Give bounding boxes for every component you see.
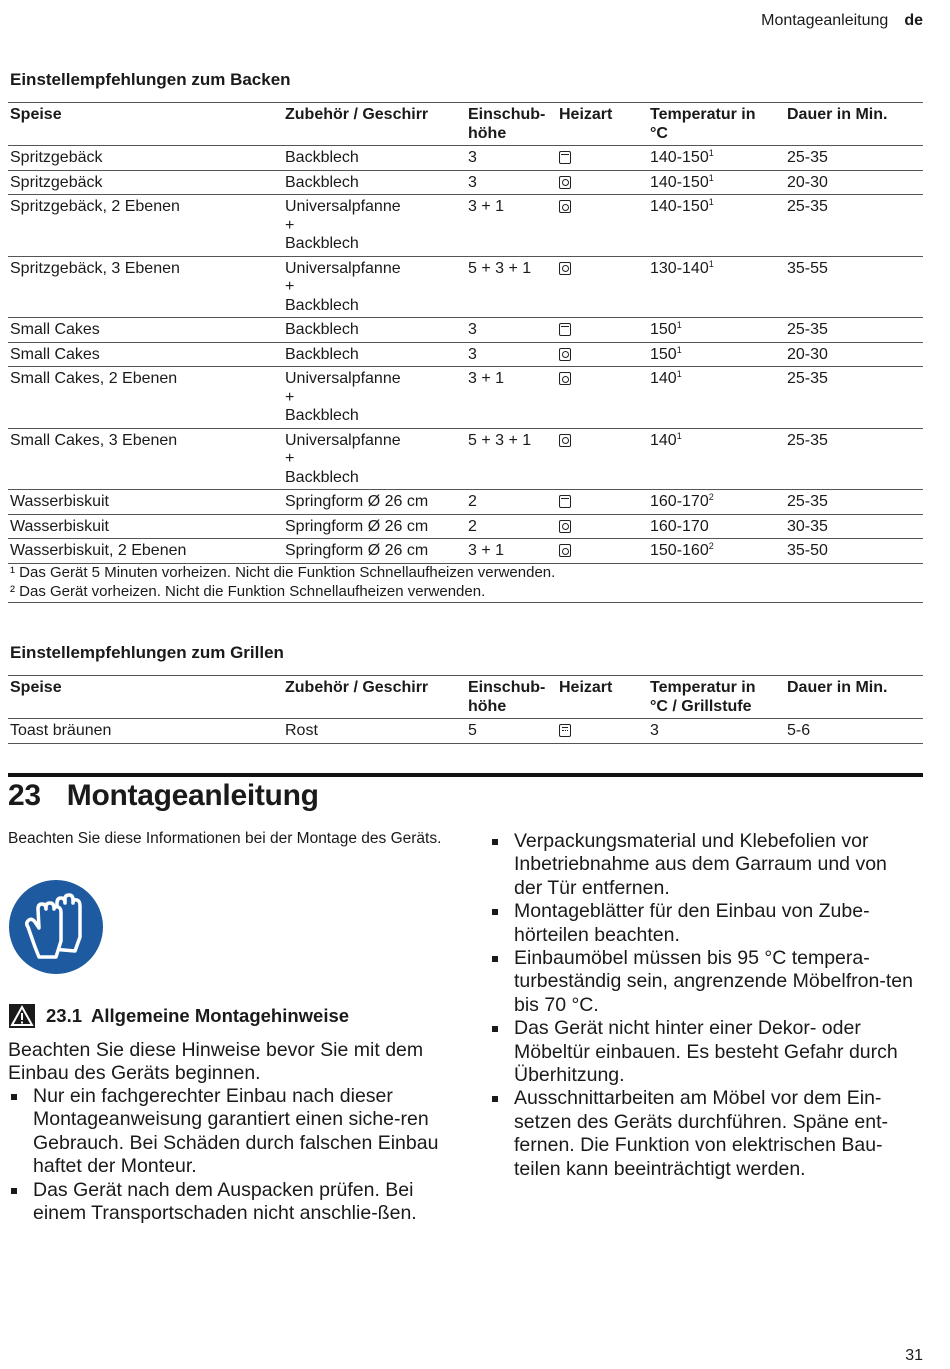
table-row (8, 428, 923, 490)
cell-temperature: $150^1$ (650, 344, 682, 363)
cell-level: 2 (468, 517, 477, 535)
footnote-ref: 1 (708, 197, 714, 207)
hot-air-icon (559, 348, 571, 361)
chapter-intro: Beachten Sie diese Informationen bei der Montage des Geräts. (8, 830, 442, 847)
cell-food: Small Cakes, 2 Ebenen (10, 370, 178, 387)
cell-level: 5 + 3 + 1 (468, 431, 532, 449)
baking-table (8, 102, 923, 603)
grill-icon (559, 724, 571, 737)
cell-accessory: Universalpfanne + Backblech (285, 198, 401, 252)
cell-temperature: 160-170 (650, 517, 709, 535)
chapter-divider (8, 773, 923, 777)
cell-heating (557, 195, 648, 257)
cell-heating (557, 719, 648, 744)
cell-food: Wasserbiskuit, 2 Ebenen (10, 542, 187, 559)
table-row (8, 318, 923, 343)
wear-gloves-icon (8, 879, 104, 975)
footnote-row (8, 563, 923, 583)
cell-accessory: Backblech (285, 149, 359, 166)
cell-level: 5 + 3 + 1 (468, 259, 532, 277)
hot-air-icon (559, 176, 571, 189)
cell-level: 3 (468, 149, 477, 166)
cell-duration: 25-35 (787, 493, 828, 510)
hot-air-icon (559, 262, 571, 275)
cell-heating (557, 256, 648, 318)
cell-level: 3 (468, 173, 477, 191)
cell-temperature: $140^1$ (650, 369, 682, 387)
table-row (8, 514, 923, 539)
cell-level: 3 + 1 (468, 198, 505, 215)
cell-duration: 20-30 (787, 345, 828, 363)
cell-duration: 30-35 (787, 517, 828, 535)
cell-duration: 25-35 (787, 321, 828, 338)
cell-food: Spritzgebäck, 3 Ebenen (10, 259, 180, 277)
cell-accessory: Backblech (285, 345, 359, 363)
left-bullet-list (8, 1085, 448, 1225)
lead-text: Beachten Sie diese Hinweise bevor Sie mit dem Einbau des Geräts beginnen. (8, 1039, 424, 1085)
table-row (8, 170, 923, 195)
list-item: Einbaumöbel müssen bis 95 °C tempera-turbeständig sein, angrenzende Möbelfron-ten bis 70 °C. (489, 947, 919, 1017)
cell-temperature: $140-150^1$ (650, 148, 714, 166)
table-row (8, 195, 923, 257)
column-header: Temperatur in °C / Grillstufe (650, 679, 756, 715)
cell-food: Small Cakes (10, 345, 100, 363)
cell-heating (557, 146, 648, 171)
page-number: 31 (905, 1347, 923, 1364)
cell-level: 5 (468, 722, 477, 739)
column-header: Zubehör / Geschirr (285, 679, 429, 696)
footnote-ref: 2 (708, 541, 714, 551)
right-bullet-list (489, 830, 919, 1181)
table-row (8, 719, 923, 744)
cell-heating (557, 539, 648, 564)
hot-air-icon (559, 200, 571, 213)
footnote: ¹ Das Gerät 5 Minuten vorheizen. Nicht die Funktion Schnellaufheizen verwenden. (10, 563, 556, 581)
subsection-number: 23.1 (46, 1005, 83, 1026)
top-bottom-heat-icon (559, 495, 571, 508)
cell-level: 3 (468, 345, 477, 363)
cell-heating (557, 318, 648, 343)
header-title: Montageanleitung (761, 12, 889, 29)
cell-food: Wasserbiskuit (10, 517, 109, 535)
cell-level: 3 + 1 (468, 542, 505, 559)
cell-food: Spritzgebäck (10, 149, 103, 166)
grilling-heading: Einstellempfehlungen zum Grillen (10, 643, 284, 662)
chapter-number: 23 (8, 779, 41, 812)
cell-duration: 20-30 (787, 173, 828, 191)
column-header: Heizart (559, 679, 613, 696)
footnote-row (8, 583, 923, 603)
cell-food: Small Cakes, 3 Ebenen (10, 431, 178, 449)
hot-air-icon (559, 372, 571, 385)
column-header: Einschub- höhe (468, 106, 546, 142)
column-header: Speise (10, 679, 62, 696)
table-header-row (8, 676, 923, 719)
cell-heating (557, 367, 648, 429)
footnote-ref: 2 (708, 492, 714, 502)
cell-duration: 35-50 (787, 542, 828, 559)
cell-accessory: Backblech (285, 321, 359, 338)
list-item: Nur ein fachgerechter Einbau nach dieser Montageanweisung garantiert einen siche-ren Gebrauch. Bei Schäden durch falschen Einbau haftet der Monteur. (8, 1085, 448, 1179)
cell-food: Spritzgebäck (10, 173, 103, 191)
cell-food: Wasserbiskuit (10, 493, 109, 510)
cell-duration: 5-6 (787, 722, 811, 739)
top-bottom-heat-icon (559, 151, 571, 164)
cell-accessory: Universalpfanne + Backblech (285, 431, 401, 486)
cell-temperature: $140-150^1$ (650, 172, 714, 191)
cell-duration: 25-35 (787, 149, 828, 166)
cell-duration: 25-35 (787, 431, 828, 449)
table-row (8, 539, 923, 564)
cell-food: Spritzgebäck, 2 Ebenen (10, 198, 180, 215)
footnote-ref: 1 (676, 320, 682, 330)
cell-temperature: $150-160^2$ (650, 541, 714, 559)
baking-heading: Einstellempfehlungen zum Backen (10, 70, 291, 89)
cell-food: Toast bräunen (10, 722, 112, 739)
cell-food: Small Cakes (10, 321, 100, 338)
column-header: Dauer in Min. (787, 679, 888, 696)
table-row (8, 490, 923, 515)
cell-level: 3 + 1 (468, 370, 505, 387)
hot-air-icon (559, 434, 571, 447)
subsection-title: Allgemeine Montagehinweise (91, 1005, 350, 1026)
hot-air-gentle-icon (559, 520, 571, 533)
page-header (761, 12, 923, 30)
cell-accessory: Rost (285, 722, 318, 739)
cell-heating (557, 428, 648, 490)
column-header: Zubehör / Geschirr (285, 106, 429, 123)
chapter-title-text: Montageanleitung (66, 779, 319, 812)
chapter-title (8, 779, 319, 813)
cell-accessory: Springform Ø 26 cm (285, 493, 429, 510)
warning-icon (8, 1003, 36, 1029)
column-header: Heizart (559, 106, 613, 123)
footnote-ref: 1 (676, 344, 682, 355)
cell-heating (557, 342, 648, 367)
footnote-ref: 1 (708, 172, 714, 183)
cell-temperature: $140-150^1$ (650, 197, 714, 215)
cell-temperature: $140^1$ (650, 430, 682, 449)
cell-accessory: Springform Ø 26 cm (285, 542, 429, 559)
list-item: Das Gerät nicht hinter einer Dekor- oder Möbeltür einbauen. Es besteht Gefahr durch Überhitzung. (489, 1017, 919, 1087)
column-header: Dauer in Min. (787, 106, 888, 123)
footnote-ref: 1 (708, 258, 714, 269)
footnote-ref: 1 (676, 369, 682, 379)
column-header: Einschub- höhe (468, 679, 546, 715)
cell-accessory: Backblech (285, 173, 359, 191)
cell-temperature: $150^1$ (650, 320, 682, 338)
cell-accessory: Springform Ø 26 cm (285, 517, 429, 535)
language-code: de (904, 12, 923, 29)
footnote-ref: 1 (708, 148, 714, 158)
subsection-heading (8, 1003, 349, 1029)
cell-level: 2 (468, 493, 477, 510)
grilling-table (8, 675, 923, 744)
cell-heating (557, 170, 648, 195)
hot-air-icon (559, 544, 571, 557)
cell-accessory: Universalpfanne + Backblech (285, 370, 401, 424)
cell-temperature: $130-140^1$ (650, 258, 714, 277)
cell-duration: 25-35 (787, 198, 828, 215)
table-row (8, 146, 923, 171)
cell-accessory: Universalpfanne + Backblech (285, 259, 401, 314)
column-header: Speise (10, 106, 62, 123)
list-item: Das Gerät nach dem Auspacken prüfen. Bei einem Transportschaden nicht anschlie-ßen. (8, 1179, 448, 1226)
cell-level: 3 (468, 321, 477, 338)
list-item: Verpackungsmaterial und Klebefolien vor Inbetriebnahme aus dem Garraum und von der Tür entfernen. (489, 830, 919, 900)
cell-temperature: 3 (650, 722, 659, 739)
cell-heating (557, 490, 648, 515)
table-row (8, 256, 923, 318)
footnote-ref: 1 (676, 430, 682, 441)
cell-duration: 35-55 (787, 259, 828, 277)
table-header-row (8, 103, 923, 146)
column-header: Temperatur in °C (650, 106, 756, 142)
table-row (8, 342, 923, 367)
top-bottom-heat-icon (559, 323, 571, 336)
list-item: Ausschnittarbeiten am Möbel vor dem Ein-setzen des Geräts durchführen. Späne ent-fernen. Die Funktion von elektrischen Bau-teilen kann beeinträchtigt werden. (489, 1087, 919, 1181)
cell-heating (557, 514, 648, 539)
list-item: Montageblätter für den Einbau von Zube-hörteilen beachten. (489, 900, 919, 947)
table-row (8, 367, 923, 429)
cell-temperature: $160-170^2$ (650, 492, 714, 510)
footnote: ² Das Gerät vorheizen. Nicht die Funktion Schnellaufheizen verwenden. (10, 582, 486, 600)
cell-duration: 25-35 (787, 370, 828, 387)
